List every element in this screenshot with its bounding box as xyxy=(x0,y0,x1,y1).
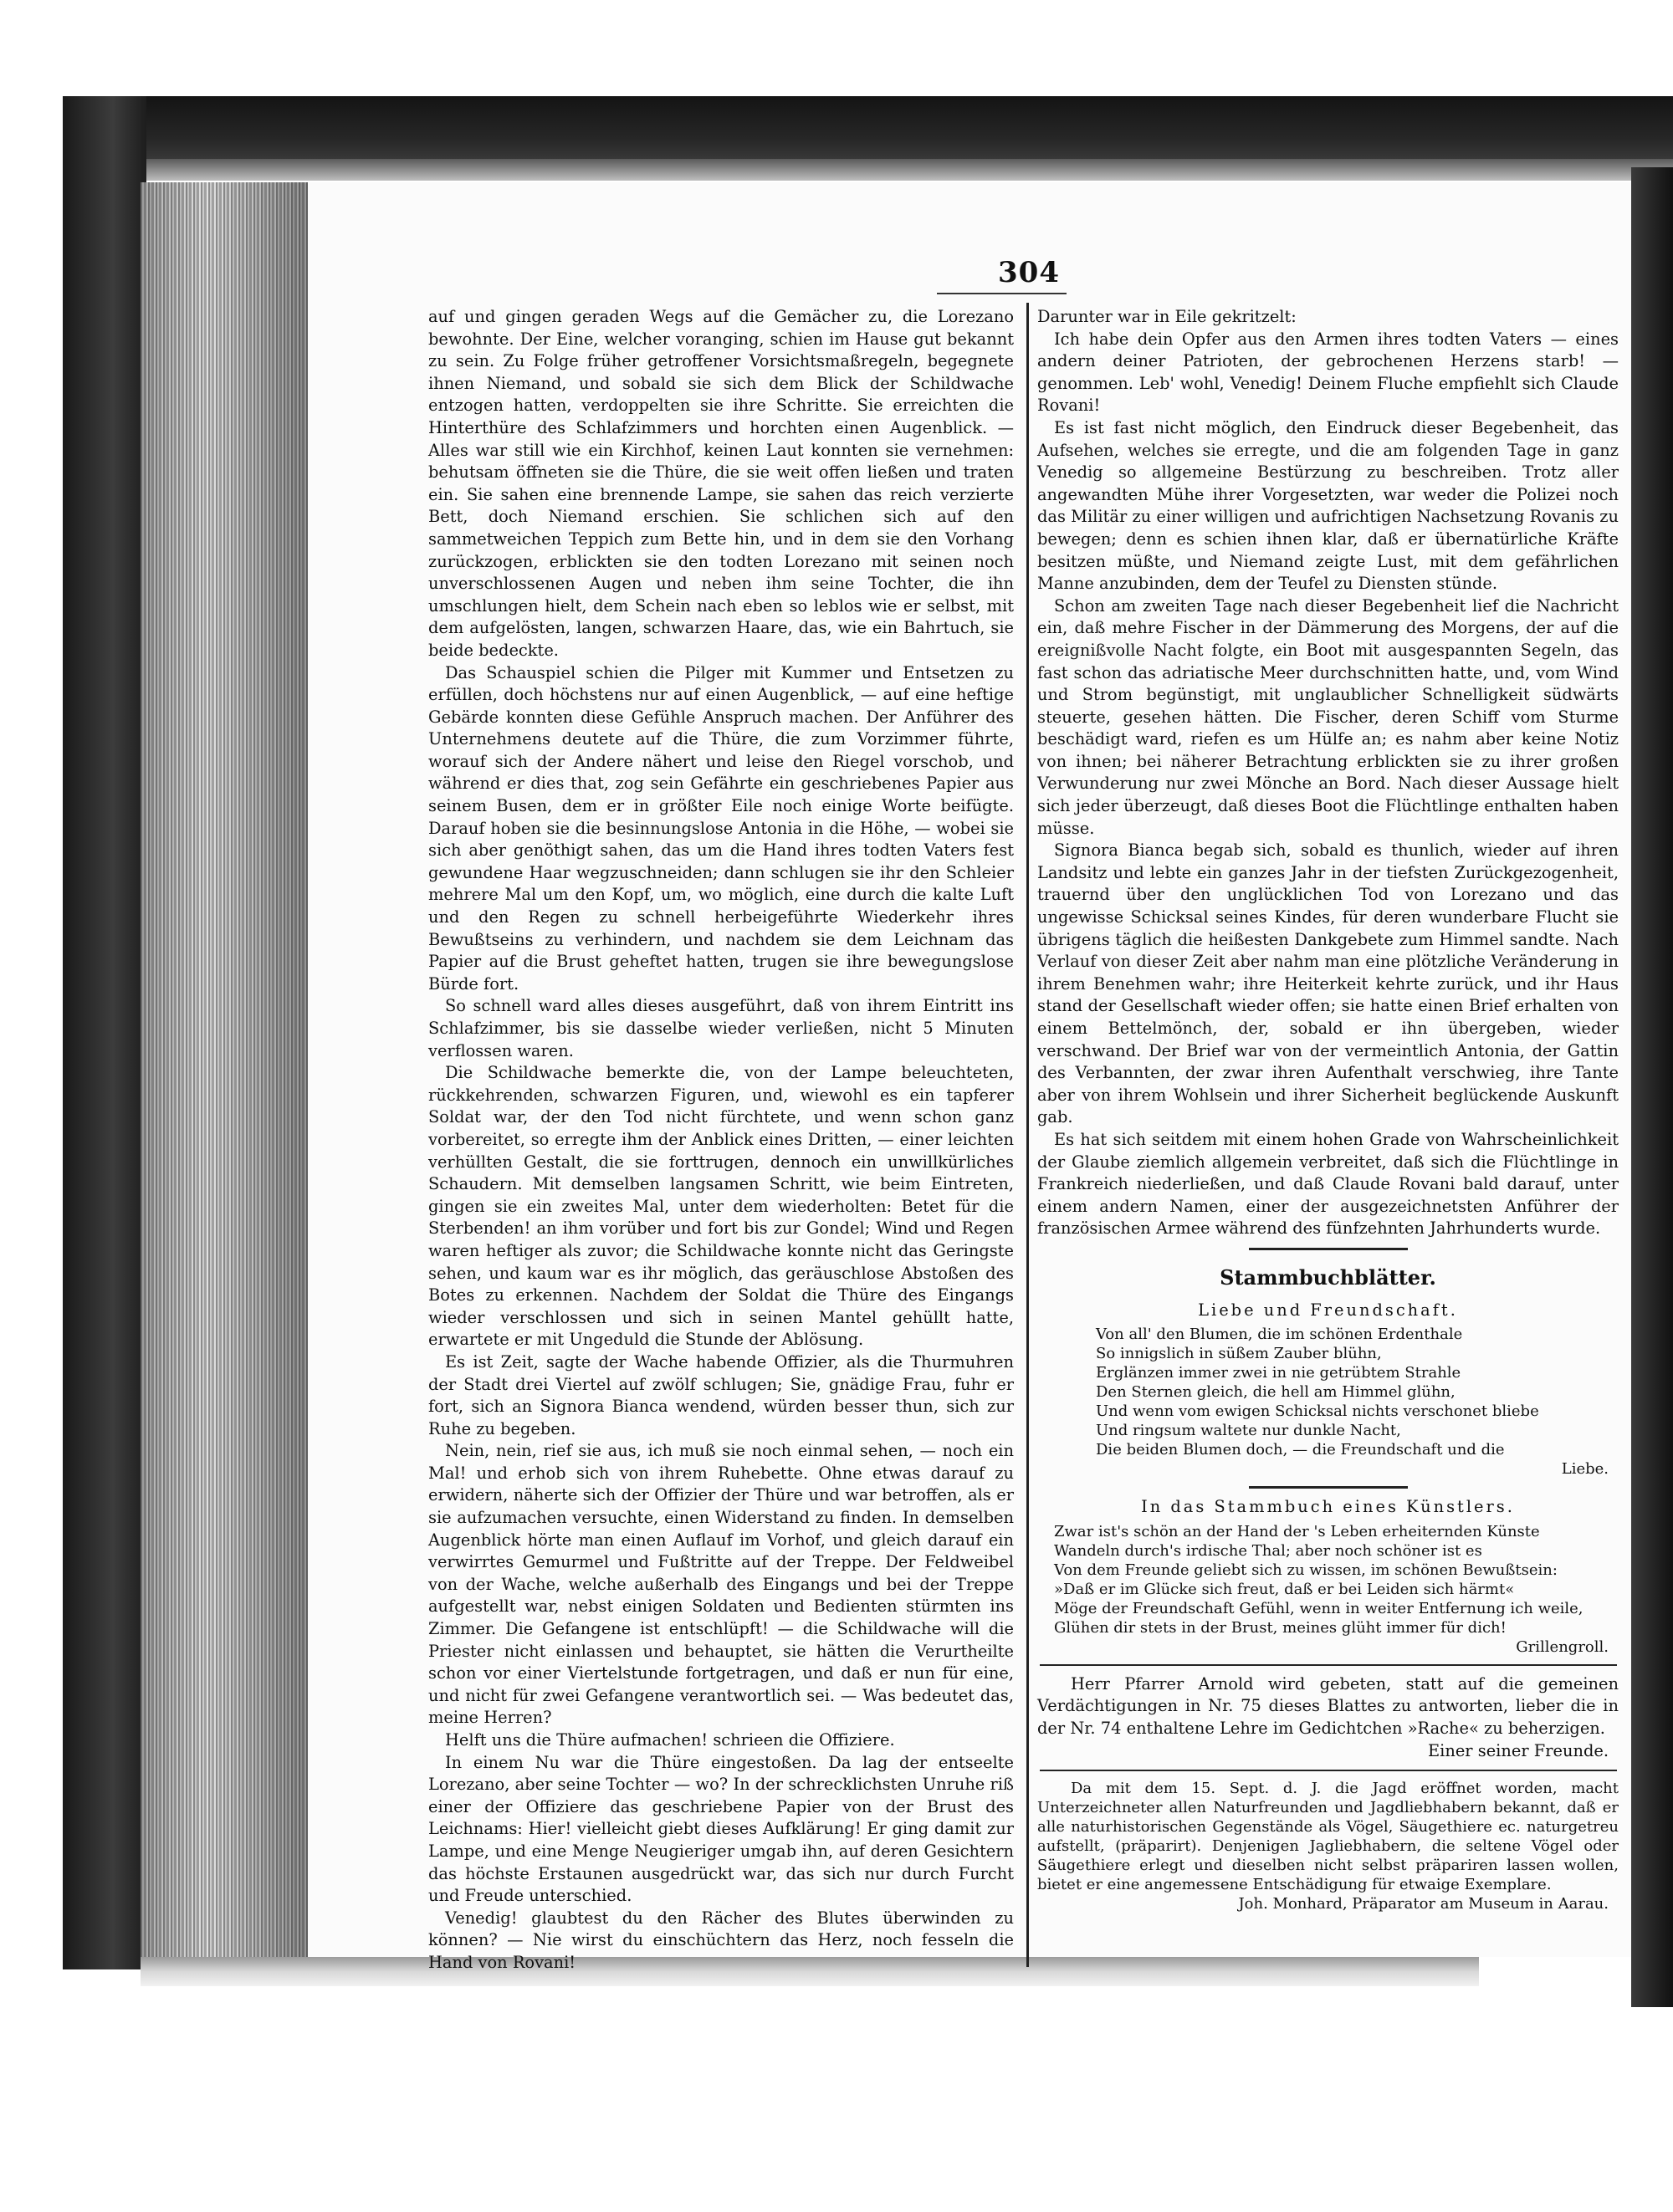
page-number: 304 xyxy=(998,256,1060,289)
poem-line: Den Sternen gleich, die hell am Himmel glühn, xyxy=(1096,1383,1456,1402)
notice-divider xyxy=(1040,1664,1617,1666)
poem-line: Erglänzen immer zwei in nie getrübtem Strahle xyxy=(1096,1364,1461,1382)
paragraph: Es hat sich seitdem mit einem hohen Grade von Wahrscheinlichkeit der Glaube ziemlich allgemein verbreitet, daß sich die Flüchtlinge in Frankreich niederließen, und daß Claude Rovani bald darauf, unter einem andern Namen, einer der ausgezeichnetsten Anführer der französischen Armee während des fünfzehnten Jahrhunderts wurde. xyxy=(1037,1129,1619,1239)
poem-line: So innigslich in süßem Zauber blühn, xyxy=(1096,1345,1382,1363)
scan-left-shadow xyxy=(63,96,146,1969)
paragraph: Venedig! glaubtest du den Rächer des Blutes überwinden zu können? — Nie wirst du einschüchtern das Herz, noch fesseln die Hand von Rovani! xyxy=(428,1908,1014,1972)
notice-signature: Einer seiner Freunde. xyxy=(1427,1740,1609,1760)
poem-divider xyxy=(1249,1486,1408,1489)
poem-line: Möge der Freundschaft Gefühl, wenn in weiter Entfernung ich weile, xyxy=(1054,1599,1583,1617)
paragraph: Helft uns die Thüre aufmachen! schrieen die Offiziere. xyxy=(445,1730,895,1750)
poem-line: Liebe. xyxy=(1561,1460,1609,1479)
page-number-rule xyxy=(937,293,1067,294)
poem-line: Die beiden Blumen doch, — die Freundschaft und die xyxy=(1096,1441,1505,1459)
paragraph: In einem Nu war die Thüre eingestoßen. Da lag der entseelte Lorezano, aber seine Tochter — wo? In der schrecklichsten Unruhe riß einer der Offiziere das geschriebene Papier von der Brust des Leichnams: Hier! vielleicht giebt dieses Aufklärung! Er ging damit zur Lampe, und eine Menge Neugieriger umgab ihn, auf deren Gesichtern das höchste Erstaunen ausgedrückt war, das sich nur durch Furcht und Freude unterschied. xyxy=(428,1752,1014,1906)
notice-text: Da mit dem 15. Sept. d. J. die Jagd eröffnet worden, macht Unterzeichneter allen Naturfreunden und Jagdliebhabern bekannt, daß er alle naturhistorischen Gegenstände als Vögel, Säugethiere ec. naturgetreu aufstellt, (präparirt). Denjenigen Jagliebhabern, die seltene Vögel oder Säugethiere erlegt und dieselben nicht selbst präpariren lassen wollen, bietet er eine angemessene Entschädigung für etwaige Exemplare. xyxy=(1037,1780,1619,1894)
left-column xyxy=(428,306,1014,1974)
notice-pfarrer-arnold xyxy=(1037,1673,1619,1762)
poem-line: Und ringsum waltete nur dunkle Nacht, xyxy=(1096,1422,1401,1440)
paragraph: Es ist Zeit, sagte der Wache habende Offizier, als die Thurmuhren der Stadt drei Viertel auf zwölf schlugen; Sie, gnädige Frau, fuhr er fort, sich an Signora Bianca wendend, würden besser thun, sich zur Ruhe zu begeben. xyxy=(428,1351,1014,1438)
paragraph: auf und gingen geraden Wegs auf die Gemächer zu, die Lorezano bewohnte. Der Eine, welcher voranging, schien im Hause gut bekannt zu sein. Zu Folge früher getroffener Vorsichtsmaßregeln, begegnete ihnen Niemand, und sobald sie sich dem Blick der Schildwache entzogen hatten, verdoppelten sie ihre Schritte. Sie erreichten die Hinterthüre des Schlafzimmers und horchten einen Augenblick. — Alles war still wie ein Kirchhof, keinen Laut konnten sie vernehmen: behutsam öffneten sie die Thüre, die sie weit offen ließen und traten ein. Sie sahen eine brennende Lampe, sie sahen das reich verzierte Bett, doch Niemand erschien. Sie schlichen sich auf den sammetweichen Teppich zum Bette hin, und in dem sie den Vorhang zurückzogen, erblickten sie den todten Lorezano mit seinen noch unverschlossenen Augen und neben ihm seine Tochter, die ihn umschlungen hielt, dem Schein nach eben so leblos wie er selbst, mit dem aufgelösten, langen, schwarzen Haare, das, wie ein Bahrtuch, sie beide bedeckte. xyxy=(428,307,1014,660)
column-divider xyxy=(1026,303,1029,1967)
notice-signature: Joh. Monhard, Präparator am Museum in Aarau. xyxy=(1238,1895,1609,1913)
poem-title: Liebe und Freundschaft. xyxy=(1198,1300,1458,1320)
book-page-edges-shade xyxy=(141,182,308,1976)
poem-signature: Grillengroll. xyxy=(1516,1637,1609,1656)
paragraph: Signora Bianca begab sich, sobald es thunlich, wieder auf ihren Landsitz und lebte ein ganzes Jahr in der tiefsten Zurückgezogenheit, trauernd über den unglücklichen Tod von Lorezano und das ungewisse Schicksal seines Kindes, für deren wunderbare Flucht sie übrigens täglich die heißesten Dankgebete zum Himmel sandte. Nach Verlauf von dieser Zeit aber nahm man eine plötzliche Veränderung in ihrem Benehmen wahr; ihre Heiterkeit kehrte zurück, und ihr Haus stand der Gesellschaft wieder offen; sie hatte einen Brief erhalten von einem Bettelmönch, der, sobald er ihn übergeben, wieder verschwand. Der Brief war von der vermeintlich Antonia, der Gattin des Verbannten, der zwar ihren Aufenthalt verschwieg, ihre Tante aber von ihrem Wohlsein und ihrer Sicherheit beglückende Auskunft gab. xyxy=(1037,840,1619,1127)
poem-line: Wandeln durch's irdische Thal; aber noch schöner ist es xyxy=(1054,1541,1482,1560)
poem-line: Glühen dir stets in der Brust, meines glüht immer für dich! xyxy=(1054,1618,1507,1637)
scan-right-shadow xyxy=(1631,167,1673,2007)
right-column xyxy=(1037,306,1619,1913)
notice-text: Herr Pfarrer Arnold wird gebeten, statt auf die gemeinen Verdächtigungen in Nr. 75 dieses Blattes zu antworten, lieber die in der Nr. 74 enthaltene Lehre im Gedichtchen »Rache« zu beherzigen. xyxy=(1037,1673,1619,1738)
notice-divider xyxy=(1040,1770,1617,1771)
poem-line: Von dem Freunde geliebt sich zu wissen, im schönen Bewußtsein: xyxy=(1054,1561,1558,1579)
poem-stammbuch-kuenstler xyxy=(1037,1522,1619,1637)
paragraph: Die Schildwache bemerkte die, von der Lampe beleuchteten, rückkehrenden, schwarzen Figuren, und, wiewohl es ein tapferer Soldat war, der den Tod nicht fürchtete, und wenn schon ganz vorbereitet, so erregte ihm der Anblick eines Dritten, — einer leichten verhüllten Gestalt, die sie forttrugen, dennoch ein unwillkürliches Schaudern. Mit demselben langsamen Schritt, wie beim Eintreten, gingen sie ein zweites Mal, unter dem wiederholten: Betet für die Sterbenden! an ihm vorüber und fort bis zur Gondel; Wind und Regen waren heftiger als zuvor; die Schildwache konnte nicht das Geringste sehen, und kaum war es ihr möglich, das geräuschlose Abstoßen des Botes zu erkennen. Nachdem der Soldat die Thüre des Eingangs wieder verschlossen und sich in seinen Mantel gehüllt hatte, erwartete er mit Ungeduld die Stunde der Ablösung. xyxy=(428,1063,1014,1350)
paragraph: Darunter war in Eile gekritzelt: xyxy=(1037,307,1297,326)
poem-title: In das Stammbuch eines Künstlers. xyxy=(1141,1497,1515,1517)
section-divider xyxy=(1249,1248,1408,1250)
paragraph: So schnell ward alles dieses ausgeführt, daß von ihrem Eintritt ins Schlafzimmer, bis sie dasselbe wieder verließen, nicht 5 Minuten verflossen waren. xyxy=(428,996,1014,1060)
poem-line: Und wenn vom ewigen Schicksal nichts verschonet bliebe xyxy=(1096,1402,1539,1421)
scan-top-edge xyxy=(63,159,1673,181)
poem-line: Von all' den Blumen, die im schönen Erdenthale xyxy=(1096,1326,1463,1344)
paragraph: Ich habe dein Opfer aus den Armen ihres todten Vaters — eines andern deiner Patrioten, der gebrochenen Herzens starb! — genommen. Leb' wohl, Venedig! Deinem Fluche empfiehlt sich Claude Rovani! xyxy=(1037,329,1619,416)
notice-praeparator xyxy=(1037,1779,1619,1913)
poem-liebe-und-freundschaft xyxy=(1037,1325,1619,1479)
paragraph: Schon am zweiten Tage nach dieser Begebenheit lief die Nachricht ein, daß mehre Fischer in der Dämmerung des Morgens, der auf die ereignißvolle Nacht folgte, ein Boot mit ausgespannten Segeln, das fast schon das adriatische Meer durchschnitten hatte, und, vom Wind und Strom begünstigt, mit unglaublicher Schnelligkeit südwärts steuerte, gesehen hätten. Die Fischer, deren Schiff vom Sturme beschädigt ward, riefen es um Hülfe an; es nahm aber keine Notiz von ihnen; bei näherer Betrachtung erblickten sie zu ihrer großen Verwunderung nur zwei Mönche an Bord. Nach dieser Aussage hielt sich jeder überzeugt, daß dieses Boot die Flüchtlinge enthalten haben müsse. xyxy=(1037,595,1619,838)
poem-line: »Daß er im Glücke sich freut, daß er bei Leiden sich härmt« xyxy=(1054,1580,1515,1598)
section-title: Stammbuchblätter. xyxy=(1220,1264,1436,1290)
paragraph: Nein, nein, rief sie aus, ich muß sie noch einmal sehen, — noch ein Mal! und erhob sich von ihrem Ruhebette. Ohne etwas darauf zu erwidern, näherte sich der Offizier der Thüre und war betroffen, als er sie aufzumachen versuchte, einen Widerstand zu finden. In demselben Augenblick hörte man einen Auflauf im Vorhof, und gleich darauf ein verwirrtes Gemurmel und Fußtritte auf der Treppe. Der Feldweibel von der Wache, welche außerhalb des Eingangs und bei der Treppe aufgestellt war, nebst einigen Soldaten und Bedienten stürmten ins Zimmer. Die Gefangene ist entschlüpft! — die Schildwache will die Priester nicht einlassen und behauptet, sie hätten die Verurtheilte schon vor einer Viertelstunde fortgetragen, und daß er nun für eine, und nicht für zwei Gefangene verantwortlich sei. — Was bedeutet das, meine Herren? xyxy=(428,1441,1014,1728)
paragraph: Es ist fast nicht möglich, den Eindruck dieser Begebenheit, das Aufsehen, welches sie erregte, und die am folgenden Tage in ganz Venedig so allgemeine Bestürzung zu beschreiben. Trotz aller angewandten Mühe ihrer Vorgesetzten, war weder die Polizei noch das Militär zu einer willigen und aufrichtigen Nachsetzung Rovanis zu bewegen; denn es schien ihnen klar, daß er übernatürliche Kräfte besitzen müßte, und Niemand zeigte Lust, mit dem gefährlichen Manne anzubinden, dem der Teufel zu Diensten stünde. xyxy=(1037,417,1619,594)
paragraph: Das Schauspiel schien die Pilger mit Kummer und Entsetzen zu erfüllen, doch höchstens nur auf einen Augenblick, — auf eine heftige Gebärde konnten diese Gefühle Anspruch machen. Der Anführer des Unternehmens deutete auf die Thüre, die zum Vorzimmer führte, worauf sich der Andere nähert und leise den Riegel vorschob, und während er dies that, zog sein Gefährte ein geschriebenes Papier aus seinem Busen, dem er in größter Eile noch einige Worte beifügte. Darauf hoben sie die besinnungslose Antonia in die Höhe, — wobei sie sich aber genöthigt sahen, das um die Hand ihres todten Vaters fest gewundene Haar wegzuschneiden; dann schlugen sie ihr den Schleier mehrere Mal um den Kopf, um, wo möglich, eine durch die kalte Luft und den Regen zu schnell herbeigeführte Wiederkehr ihres Bewußtseins zu verhindern, und nachdem sie dem Leichnam das Papier auf die Brust geheftet hatten, trugen sie ihre bewegungslose Bürde fort. xyxy=(428,662,1014,994)
poem-line: Zwar ist's schön an der Hand der 's Leben erheiternden Künste xyxy=(1054,1522,1540,1540)
